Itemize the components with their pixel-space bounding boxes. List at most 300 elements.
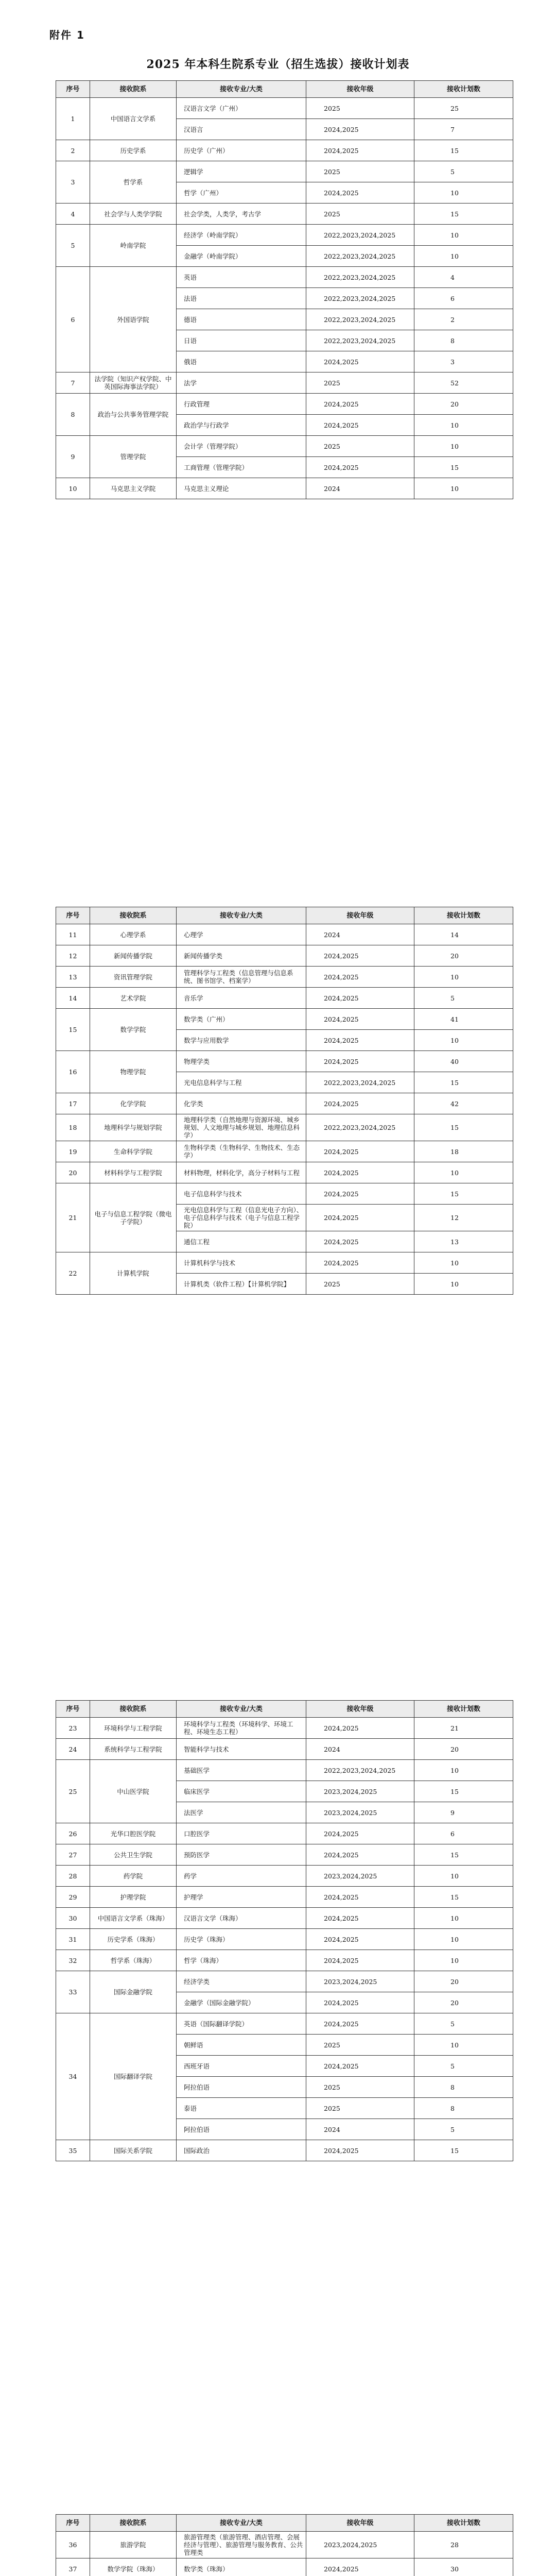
row-number-cell: 4 — [56, 204, 90, 225]
major-cell: 临床医学 — [177, 1781, 306, 1802]
grade-cell: 2024,2025 — [306, 415, 414, 436]
plan-count-cell: 10 — [414, 1162, 513, 1183]
major-cell: 数学类（珠海） — [177, 2558, 306, 2576]
grade-cell: 2024,2025 — [306, 1929, 414, 1950]
grade-cell: 2024,2025 — [306, 1030, 414, 1051]
college-cell: 中国语言文学系（珠海） — [90, 1908, 177, 1929]
table-row — [56, 1929, 513, 1950]
major-cell: 俄语 — [177, 351, 306, 372]
major-cell: 材料物理，材料化学，高分子材料与工程 — [177, 1162, 306, 1183]
grade-cell: 2024,2025 — [306, 1718, 414, 1739]
table-row — [56, 1760, 513, 1781]
plan-count-cell: 10 — [414, 1274, 513, 1295]
college-cell: 中国语言文学系 — [90, 98, 177, 140]
plan-table-page-2 — [56, 907, 513, 1295]
college-cell: 资讯管理学院 — [90, 967, 177, 988]
grade-cell: 2024,2025 — [306, 2140, 414, 2161]
plan-count-cell: 13 — [414, 1231, 513, 1252]
major-cell: 马克思主义理论 — [177, 478, 306, 499]
table-row — [56, 394, 513, 415]
college-cell: 中山医学院 — [90, 1760, 177, 1823]
row-number-cell: 36 — [56, 2532, 90, 2558]
college-cell: 社会学与人类学学院 — [90, 204, 177, 225]
major-cell: 环境科学与工程类（环境科学、环境工程、环境生态工程） — [177, 1718, 306, 1739]
column-header: 接收计划数 — [414, 81, 513, 98]
grade-cell: 2024,2025 — [306, 351, 414, 372]
college-cell: 旅游学院 — [90, 2532, 177, 2558]
plan-table-page-4 — [56, 2514, 513, 2576]
grade-cell: 2022,2023,2024,2025 — [306, 267, 414, 288]
table-row — [56, 1141, 513, 1162]
major-cell: 社会学类，人类学，考古学 — [177, 204, 306, 225]
grade-cell: 2024 — [306, 2119, 414, 2140]
plan-count-cell: 28 — [414, 2532, 513, 2558]
table-row — [56, 1252, 513, 1274]
college-cell: 管理学院 — [90, 436, 177, 478]
row-number-cell: 33 — [56, 1971, 90, 2013]
column-header: 序号 — [56, 2515, 90, 2532]
college-cell: 国际关系学院 — [90, 2140, 177, 2161]
college-cell: 新闻传播学院 — [90, 945, 177, 967]
column-header: 接收专业/大类 — [177, 1701, 306, 1718]
plan-count-cell: 6 — [414, 1823, 513, 1844]
row-number-cell: 9 — [56, 436, 90, 478]
row-number-cell: 3 — [56, 161, 90, 204]
document-title: 2025 年本科生院系专业（招生选拔）接收计划表 — [146, 58, 410, 71]
plan-count-cell: 15 — [414, 1781, 513, 1802]
plan-count-cell: 18 — [414, 1141, 513, 1162]
plan-count-cell: 15 — [414, 1114, 513, 1141]
row-number-cell: 22 — [56, 1252, 90, 1295]
grade-cell: 2025 — [306, 2077, 414, 2098]
grade-cell: 2024,2025 — [306, 2558, 414, 2576]
row-number-cell: 13 — [56, 967, 90, 988]
row-number-cell: 27 — [56, 1844, 90, 1866]
row-number-cell: 1 — [56, 98, 90, 140]
row-number-cell: 14 — [56, 988, 90, 1009]
plan-count-cell: 2 — [414, 309, 513, 330]
grade-cell: 2025 — [306, 2098, 414, 2119]
column-header: 接收专业/大类 — [177, 2515, 306, 2532]
grade-cell: 2024,2025 — [306, 1141, 414, 1162]
grade-cell: 2022,2023,2024,2025 — [306, 309, 414, 330]
major-cell: 药学 — [177, 1866, 306, 1887]
major-cell: 金融学（岭南学院） — [177, 246, 306, 267]
column-header: 接收专业/大类 — [177, 81, 306, 98]
table-row — [56, 2140, 513, 2161]
plan-count-cell: 15 — [414, 1887, 513, 1908]
college-cell: 计算机学院 — [90, 1252, 177, 1295]
table-row — [56, 1162, 513, 1183]
grade-cell: 2024,2025 — [306, 1051, 414, 1072]
grade-cell: 2025 — [306, 436, 414, 457]
column-header: 接收年级 — [306, 907, 414, 924]
table-row — [56, 267, 513, 288]
grade-cell: 2024,2025 — [306, 1205, 414, 1231]
plan-count-cell: 20 — [414, 1971, 513, 1992]
row-number-cell: 23 — [56, 1718, 90, 1739]
major-cell: 口腔医学 — [177, 1823, 306, 1844]
row-number-cell: 2 — [56, 140, 90, 161]
plan-table — [56, 907, 513, 1295]
major-cell: 朝鲜语 — [177, 2035, 306, 2056]
table-row — [56, 204, 513, 225]
row-number-cell: 17 — [56, 1093, 90, 1114]
plan-count-cell: 40 — [414, 1051, 513, 1072]
table-row — [56, 1971, 513, 1992]
table-row — [56, 924, 513, 945]
row-number-cell: 37 — [56, 2558, 90, 2576]
row-number-cell: 11 — [56, 924, 90, 945]
grade-cell: 2024,2025 — [306, 457, 414, 478]
table-header-row — [56, 2515, 513, 2532]
plan-count-cell: 10 — [414, 1866, 513, 1887]
grade-cell: 2023,2024,2025 — [306, 1866, 414, 1887]
major-cell: 计算机科学与技术 — [177, 1252, 306, 1274]
column-header: 接收院系 — [90, 907, 177, 924]
table-row — [56, 1887, 513, 1908]
row-number-cell: 25 — [56, 1760, 90, 1823]
grade-cell: 2022,2023,2024,2025 — [306, 1072, 414, 1093]
plan-count-cell: 5 — [414, 161, 513, 182]
row-number-cell: 19 — [56, 1141, 90, 1162]
college-cell: 公共卫生学院 — [90, 1844, 177, 1866]
plan-table — [56, 80, 513, 499]
table-row — [56, 1739, 513, 1760]
grade-cell: 2024 — [306, 1739, 414, 1760]
major-cell: 行政管理 — [177, 394, 306, 415]
major-cell: 日语 — [177, 330, 306, 351]
college-cell: 历史学系 — [90, 140, 177, 161]
major-cell: 西班牙语 — [177, 2056, 306, 2077]
major-cell: 电子信息科学与技术 — [177, 1183, 306, 1205]
row-number-cell: 20 — [56, 1162, 90, 1183]
plan-count-cell: 20 — [414, 1992, 513, 2013]
grade-cell: 2024,2025 — [306, 182, 414, 204]
major-cell: 旅游管理类（旅游管理、酒店管理、会展经济与管理）、旅游管理与服务教育、公共管理类 — [177, 2532, 306, 2558]
row-number-cell: 31 — [56, 1929, 90, 1950]
grade-cell: 2023,2024,2025 — [306, 1802, 414, 1823]
table-row — [56, 1093, 513, 1114]
column-header: 接收年级 — [306, 81, 414, 98]
table-row — [56, 1823, 513, 1844]
table-header-row — [56, 907, 513, 924]
grade-cell: 2024,2025 — [306, 945, 414, 967]
college-cell: 外国语学院 — [90, 267, 177, 372]
college-cell: 药学院 — [90, 1866, 177, 1887]
major-cell: 生物科学类（生物科学、生物技术、生态学） — [177, 1141, 306, 1162]
college-cell: 国际金融学院 — [90, 1971, 177, 2013]
plan-count-cell: 14 — [414, 924, 513, 945]
plan-table — [56, 2514, 513, 2576]
row-number-cell: 28 — [56, 1866, 90, 1887]
college-cell: 心理学系 — [90, 924, 177, 945]
plan-count-cell: 4 — [414, 267, 513, 288]
row-number-cell: 6 — [56, 267, 90, 372]
grade-cell: 2024,2025 — [306, 394, 414, 415]
row-number-cell: 26 — [56, 1823, 90, 1844]
college-cell: 历史学系（珠海） — [90, 1929, 177, 1950]
row-number-cell: 8 — [56, 394, 90, 436]
plan-count-cell: 10 — [414, 1908, 513, 1929]
table-row — [56, 945, 513, 967]
plan-count-cell: 10 — [414, 225, 513, 246]
major-cell: 法语 — [177, 288, 306, 309]
plan-table — [56, 1700, 513, 2161]
grade-cell: 2024,2025 — [306, 1162, 414, 1183]
plan-count-cell: 15 — [414, 1844, 513, 1866]
plan-count-cell: 12 — [414, 1205, 513, 1231]
college-cell: 生命科学学院 — [90, 1141, 177, 1162]
major-cell: 汉语言 — [177, 119, 306, 140]
table-row — [56, 1908, 513, 1929]
table-row — [56, 140, 513, 161]
grade-cell: 2024,2025 — [306, 967, 414, 988]
plan-count-cell: 10 — [414, 2035, 513, 2056]
plan-count-cell: 8 — [414, 2098, 513, 2119]
major-cell: 智能科学与技术 — [177, 1739, 306, 1760]
table-row — [56, 478, 513, 499]
grade-cell: 2022,2023,2024,2025 — [306, 1114, 414, 1141]
college-cell: 数学学院（珠海） — [90, 2558, 177, 2576]
column-header: 接收专业/大类 — [177, 907, 306, 924]
major-cell: 工商管理（管理学院） — [177, 457, 306, 478]
major-cell: 汉语言文学（珠海） — [177, 1908, 306, 1929]
plan-count-cell: 15 — [414, 140, 513, 161]
plan-count-cell: 10 — [414, 415, 513, 436]
table-row — [56, 2532, 513, 2558]
major-cell: 数学与应用数学 — [177, 1030, 306, 1051]
plan-count-cell: 10 — [414, 1950, 513, 1971]
column-header: 序号 — [56, 1701, 90, 1718]
grade-cell: 2025 — [306, 204, 414, 225]
plan-count-cell: 10 — [414, 1929, 513, 1950]
grade-cell: 2025 — [306, 1274, 414, 1295]
major-cell: 历史学（珠海） — [177, 1929, 306, 1950]
row-number-cell: 21 — [56, 1183, 90, 1252]
plan-count-cell: 10 — [414, 246, 513, 267]
column-header: 序号 — [56, 907, 90, 924]
row-number-cell: 24 — [56, 1739, 90, 1760]
major-cell: 物理学类 — [177, 1051, 306, 1072]
grade-cell: 2024,2025 — [306, 1183, 414, 1205]
major-cell: 法学 — [177, 372, 306, 394]
major-cell: 阿拉伯语 — [177, 2077, 306, 2098]
row-number-cell: 35 — [56, 2140, 90, 2161]
college-cell: 数学学院 — [90, 1009, 177, 1051]
college-cell: 哲学系 — [90, 161, 177, 204]
college-cell: 政治与公共事务管理学院 — [90, 394, 177, 436]
college-cell: 系统科学与工程学院 — [90, 1739, 177, 1760]
grade-cell: 2023,2024,2025 — [306, 1781, 414, 1802]
college-cell: 物理学院 — [90, 1051, 177, 1093]
college-cell: 光华口腔医学院 — [90, 1823, 177, 1844]
row-number-cell: 10 — [56, 478, 90, 499]
grade-cell: 2024,2025 — [306, 1823, 414, 1844]
plan-count-cell: 20 — [414, 1739, 513, 1760]
major-cell: 经济学类 — [177, 1971, 306, 1992]
row-number-cell: 18 — [56, 1114, 90, 1141]
grade-cell: 2024,2025 — [306, 1231, 414, 1252]
major-cell: 阿拉伯语 — [177, 2119, 306, 2140]
table-header-row — [56, 81, 513, 98]
plan-count-cell: 9 — [414, 1802, 513, 1823]
grade-cell: 2024,2025 — [306, 2056, 414, 2077]
table-row — [56, 1950, 513, 1971]
plan-count-cell: 10 — [414, 478, 513, 499]
table-row — [56, 1718, 513, 1739]
row-number-cell: 5 — [56, 225, 90, 267]
plan-count-cell: 10 — [414, 1252, 513, 1274]
college-cell: 哲学系（珠海） — [90, 1950, 177, 1971]
grade-cell: 2022,2023,2024,2025 — [306, 225, 414, 246]
column-header: 序号 — [56, 81, 90, 98]
college-cell: 马克思主义学院 — [90, 478, 177, 499]
college-cell: 材料科学与工程学院 — [90, 1162, 177, 1183]
major-cell: 心理学 — [177, 924, 306, 945]
plan-count-cell: 5 — [414, 2013, 513, 2035]
table-row — [56, 1114, 513, 1141]
table-row — [56, 1009, 513, 1030]
plan-count-cell: 8 — [414, 2077, 513, 2098]
table-row — [56, 1183, 513, 1205]
row-number-cell: 34 — [56, 2013, 90, 2140]
major-cell: 政治学与行政学 — [177, 415, 306, 436]
table-row — [56, 2013, 513, 2035]
plan-count-cell: 41 — [414, 1009, 513, 1030]
table-row — [56, 1051, 513, 1072]
grade-cell: 2023,2024,2025 — [306, 1971, 414, 1992]
table-row — [56, 98, 513, 119]
row-number-cell: 7 — [56, 372, 90, 394]
plan-count-cell: 8 — [414, 330, 513, 351]
plan-count-cell: 25 — [414, 98, 513, 119]
plan-table-page-3 — [56, 1700, 513, 2161]
row-number-cell: 30 — [56, 1908, 90, 1929]
major-cell: 经济学（岭南学院） — [177, 225, 306, 246]
grade-cell: 2024,2025 — [306, 1844, 414, 1866]
major-cell: 通信工程 — [177, 1231, 306, 1252]
grade-cell: 2024,2025 — [306, 2013, 414, 2035]
college-cell: 国际翻译学院 — [90, 2013, 177, 2140]
major-cell: 历史学（广州） — [177, 140, 306, 161]
major-cell: 数学类（广州） — [177, 1009, 306, 1030]
grade-cell: 2022,2023,2024,2025 — [306, 1760, 414, 1781]
column-header: 接收计划数 — [414, 2515, 513, 2532]
table-row — [56, 161, 513, 182]
major-cell: 护理学 — [177, 1887, 306, 1908]
plan-count-cell: 15 — [414, 1183, 513, 1205]
major-cell: 管理科学与工程类（信息管理与信息系统、图书馆学、档案学） — [177, 967, 306, 988]
row-number-cell: 15 — [56, 1009, 90, 1051]
major-cell: 新闻传播学类 — [177, 945, 306, 967]
grade-cell: 2025 — [306, 161, 414, 182]
plan-count-cell: 5 — [414, 2119, 513, 2140]
grade-cell: 2025 — [306, 98, 414, 119]
grade-cell: 2024,2025 — [306, 1252, 414, 1274]
grade-cell: 2024,2025 — [306, 1950, 414, 1971]
major-cell: 金融学（国际金融学院） — [177, 1992, 306, 2013]
plan-table-page-1 — [56, 80, 513, 499]
major-cell: 哲学（珠海） — [177, 1950, 306, 1971]
plan-count-cell: 20 — [414, 945, 513, 967]
major-cell: 哲学（广州） — [177, 182, 306, 204]
major-cell: 基础医学 — [177, 1760, 306, 1781]
plan-count-cell: 42 — [414, 1093, 513, 1114]
college-cell: 岭南学院 — [90, 225, 177, 267]
table-row — [56, 988, 513, 1009]
major-cell: 法医学 — [177, 1802, 306, 1823]
college-cell: 艺术学院 — [90, 988, 177, 1009]
major-cell: 光电信息科学与工程（信息光电子方向）、电子信息科学与技术（电子与信息工程学院） — [177, 1205, 306, 1231]
table-row — [56, 225, 513, 246]
grade-cell: 2024,2025 — [306, 1908, 414, 1929]
row-number-cell: 29 — [56, 1887, 90, 1908]
college-cell: 电子与信息工程学院（微电子学院） — [90, 1183, 177, 1252]
major-cell: 逻辑学 — [177, 161, 306, 182]
column-header: 接收院系 — [90, 1701, 177, 1718]
major-cell: 汉语言文学（广州） — [177, 98, 306, 119]
plan-count-cell: 15 — [414, 1072, 513, 1093]
major-cell: 化学类 — [177, 1093, 306, 1114]
grade-cell: 2024,2025 — [306, 1093, 414, 1114]
column-header: 接收计划数 — [414, 1701, 513, 1718]
grade-cell: 2024,2025 — [306, 1887, 414, 1908]
table-row — [56, 1866, 513, 1887]
table-row — [56, 372, 513, 394]
plan-count-cell: 30 — [414, 2558, 513, 2576]
plan-count-cell: 10 — [414, 1030, 513, 1051]
plan-count-cell: 21 — [414, 1718, 513, 1739]
grade-cell: 2023,2024,2025 — [306, 2532, 414, 2558]
column-header: 接收院系 — [90, 81, 177, 98]
plan-count-cell: 52 — [414, 372, 513, 394]
college-cell: 化学学院 — [90, 1093, 177, 1114]
plan-count-cell: 6 — [414, 288, 513, 309]
grade-cell: 2022,2023,2024,2025 — [306, 246, 414, 267]
grade-cell: 2024,2025 — [306, 119, 414, 140]
grade-cell: 2025 — [306, 2035, 414, 2056]
grade-cell: 2024 — [306, 924, 414, 945]
plan-count-cell: 10 — [414, 1760, 513, 1781]
plan-count-cell: 15 — [414, 457, 513, 478]
major-cell: 德语 — [177, 309, 306, 330]
plan-count-cell: 15 — [414, 204, 513, 225]
column-header: 接收计划数 — [414, 907, 513, 924]
major-cell: 泰语 — [177, 2098, 306, 2119]
table-row — [56, 967, 513, 988]
plan-count-cell: 7 — [414, 119, 513, 140]
grade-cell: 2022,2023,2024,2025 — [306, 330, 414, 351]
grade-cell: 2025 — [306, 372, 414, 394]
grade-cell: 2022,2023,2024,2025 — [306, 288, 414, 309]
grade-cell: 2024,2025 — [306, 1992, 414, 2013]
plan-count-cell: 10 — [414, 967, 513, 988]
major-cell: 会计学（管理学院） — [177, 436, 306, 457]
major-cell: 计算机类（软件工程）【计算机学院】 — [177, 1274, 306, 1295]
row-number-cell: 32 — [56, 1950, 90, 1971]
table-row — [56, 2558, 513, 2576]
plan-count-cell: 10 — [414, 182, 513, 204]
table-header-row — [56, 1701, 513, 1718]
plan-count-cell: 20 — [414, 394, 513, 415]
attachment-label: 附件 1 — [49, 29, 85, 41]
column-header: 接收年级 — [306, 1701, 414, 1718]
table-row — [56, 1844, 513, 1866]
major-cell: 地理科学类（自然地理与资源环境、城乡规划、人文地理与城乡规划、地理信息科学） — [177, 1114, 306, 1141]
grade-cell: 2024,2025 — [306, 1009, 414, 1030]
major-cell: 预防医学 — [177, 1844, 306, 1866]
